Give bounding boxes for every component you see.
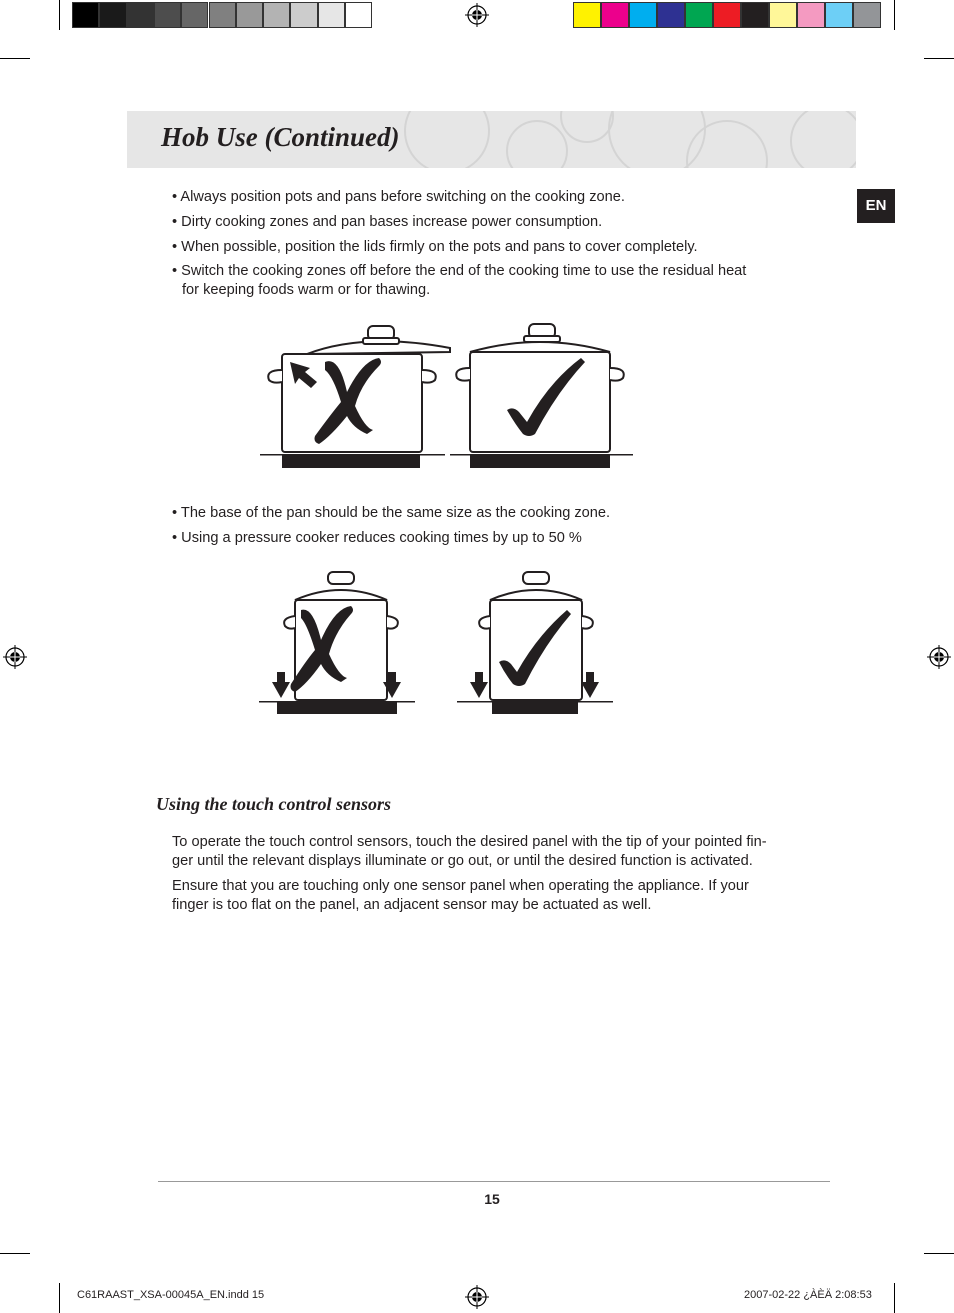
list-item: • Dirty cooking zones and pan bases increase power consumption. bbox=[172, 214, 603, 230]
crop-mark bbox=[59, 0, 60, 30]
color-swatch bbox=[685, 2, 713, 28]
paragraph-line: finger is too flat on the panel, an adjacent sensor may be actuated as well. bbox=[172, 897, 652, 913]
color-swatch bbox=[769, 2, 797, 28]
crop-mark bbox=[59, 1283, 60, 1313]
color-swatch bbox=[154, 2, 181, 28]
color-swatch bbox=[99, 2, 126, 28]
page-number: 15 bbox=[484, 1191, 500, 1207]
crop-mark bbox=[894, 0, 895, 30]
arrow-down-icon bbox=[581, 672, 599, 698]
color-swatch bbox=[263, 2, 290, 28]
pan-size-illustration bbox=[255, 568, 620, 718]
paragraph-line: Ensure that you are touching only one sensor panel when operating the appliance. If your bbox=[172, 878, 749, 894]
arrow-down-icon bbox=[272, 672, 290, 698]
list-item: • The base of the pan should be the same size as the cooking zone. bbox=[172, 505, 611, 521]
crop-mark bbox=[924, 1253, 954, 1254]
footer-rule bbox=[158, 1181, 830, 1182]
registration-mark-icon bbox=[927, 645, 951, 669]
list-item: • When possible, position the lids firmly on the pots and pans to cover completely. bbox=[172, 239, 698, 255]
registration-mark-icon bbox=[3, 645, 27, 669]
color-swatch bbox=[181, 2, 208, 28]
crop-mark bbox=[894, 1283, 895, 1313]
paragraph-line: To operate the touch control sensors, touch the desired panel with the tip of your pointed fin- bbox=[172, 834, 767, 850]
color-swatch bbox=[127, 2, 154, 28]
color-swatch bbox=[345, 2, 372, 28]
file-slug: C61RAAST_XSA-00045A_EN.indd 15 bbox=[77, 1289, 265, 1301]
color-swatch bbox=[318, 2, 345, 28]
arrow-down-icon bbox=[470, 672, 488, 698]
pot-lid-correct bbox=[456, 324, 624, 452]
page-title: Hob Use (Continued) bbox=[161, 122, 400, 152]
registration-mark-icon bbox=[465, 1285, 489, 1309]
list-item: • Always position pots and pans before switching on the cooking zone. bbox=[172, 189, 625, 205]
color-swatch bbox=[236, 2, 263, 28]
section-heading: Using the touch control sensors bbox=[156, 794, 392, 814]
color-swatch bbox=[601, 2, 629, 28]
registration-mark-icon bbox=[465, 3, 489, 27]
color-swatch bbox=[72, 2, 99, 28]
date-slug: 2007-02-22 ¿ÀÈÄ 2:08:53 bbox=[744, 1289, 872, 1301]
crop-mark bbox=[924, 58, 954, 59]
crop-mark bbox=[0, 58, 30, 59]
language-tab: EN bbox=[857, 189, 895, 223]
pan-size-correct bbox=[479, 572, 593, 700]
color-swatch bbox=[741, 2, 769, 28]
pot-lid-illustration bbox=[255, 318, 640, 473]
color-swatch bbox=[797, 2, 825, 28]
list-item-continuation: for keeping foods warm or for thawing. bbox=[182, 282, 431, 298]
color-swatch bbox=[290, 2, 317, 28]
list-item: • Using a pressure cooker reduces cooking times by up to 50 % bbox=[172, 530, 582, 546]
color-swatch bbox=[573, 2, 601, 28]
color-swatch bbox=[713, 2, 741, 28]
color-swatch bbox=[209, 2, 236, 28]
color-swatch bbox=[853, 2, 881, 28]
list-item: • Switch the cooking zones off before the end of the cooking time to use the residual heat bbox=[172, 263, 747, 279]
color-swatch bbox=[825, 2, 853, 28]
color-swatch bbox=[657, 2, 685, 28]
crop-mark bbox=[0, 1253, 30, 1254]
color-swatch bbox=[629, 2, 657, 28]
paragraph-line: ger until the relevant displays illuminate or go out, or until the desired function is activated. bbox=[172, 853, 753, 869]
